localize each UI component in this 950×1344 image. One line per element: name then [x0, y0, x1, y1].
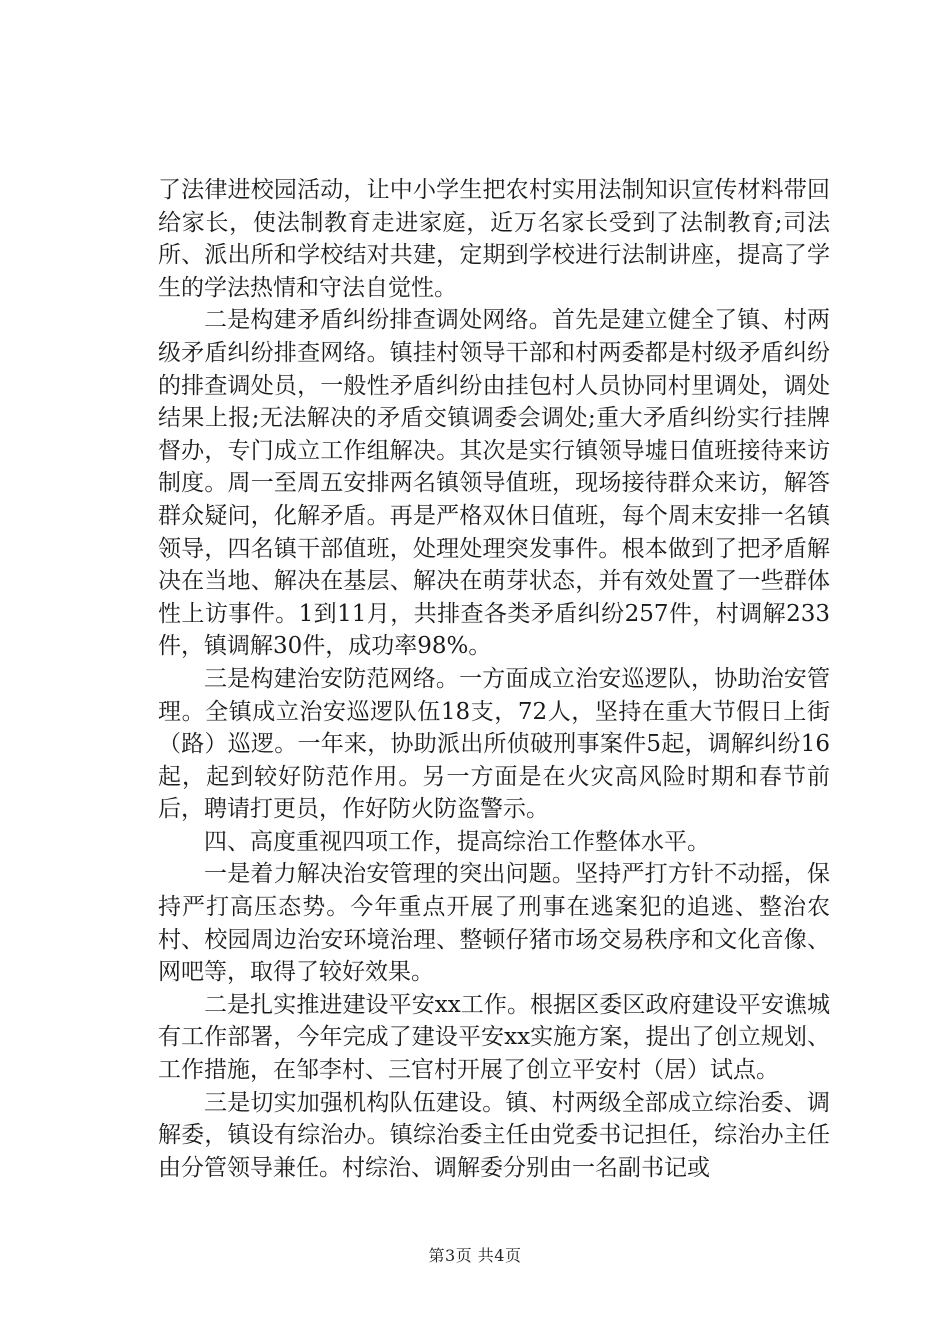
paragraph-dispute-network: 二是构建矛盾纠纷排查调处网络。首先是建立健全了镇、村两级矛盾纠纷排查网络。镇挂村领导干部和村两委都是村级矛盾纠纷的排查调处员，一般性矛盾纠纷由挂包村人员协同村里调处，调处结果上报;无法解决的矛盾交镇调委会调处;重大矛盾纠纷实行挂牌督办，专门成立工作组解决。其次是实行镇领导墟日值班接待来访制度。周一至周五安排两名镇领导值班，现场接待群众来访，解答群众疑问，化解矛盾。再是严格双休日值班，每个周末安排一名镇领导，四名镇干部值班，处理处理突发事件。根本做到了把矛盾解决在当地、解决在基层、解决在萌芽状态，并有效处置了一些群体性上访事件。1到11月，共排查各类矛盾纠纷257件，村调解233件，镇调解30件，成功率98%。 [158, 307, 830, 660]
section-heading-four: 四、高度重视四项工作，提高综治工作整体水平。 [204, 828, 710, 855]
page-footer: 第3页 共4页 [428, 1246, 522, 1265]
paragraph-law-campus: 了法律进校园活动，让中小学生把农村实用法制知识宣传材料带回给家长，使法制教育走进家庭，近万名家长受到了法制教育;司法所、派出所和学校结对共建，定期到学校进行法制讲座，提高了学生的学法热情和守法自觉性。 [158, 177, 830, 301]
paragraph-security-patrol: 三是构建治安防范网络。一方面成立治安巡逻队，协助治安管理。全镇成立治安巡逻队伍18支，72人，坚持在重大节假日上街（路）巡逻。一年来，协助派出所侦破刑事案件5起，调解纠纷16起，起到较好防范作用。另一方面是在火灾高风险时期和春节前后，聘请打更员，作好防火防盗警示。 [158, 665, 830, 823]
paragraph-safe-construction: 二是扎实推进建设平安xx工作。根据区委区政府建设平安谯城有工作部署，今年完成了建设平安xx实施方案，提出了创立规划、工作措施，在邹李村、三官村开展了创立平安村（居）试点。 [158, 991, 830, 1084]
paragraph-team-building: 三是切实加强机构队伍建设。镇、村两级全部成立综治委、调解委，镇设有综治办。镇综治委主任由党委书记担任，综治办主任由分管领导兼任。村综治、调解委分别由一名副书记或 [158, 1089, 830, 1181]
document-body [158, 174, 830, 1184]
paragraph-security-issues: 一是着力解决治安管理的突出问题。坚持严打方针不动摇，保持严打高压态势。今年重点开展了刑事在逃案犯的追逃、整治农村、校园周边治安环境治理、整顿仔猪市场交易秩序和文化音像、网吧等，取得了较好效果。 [158, 861, 830, 986]
